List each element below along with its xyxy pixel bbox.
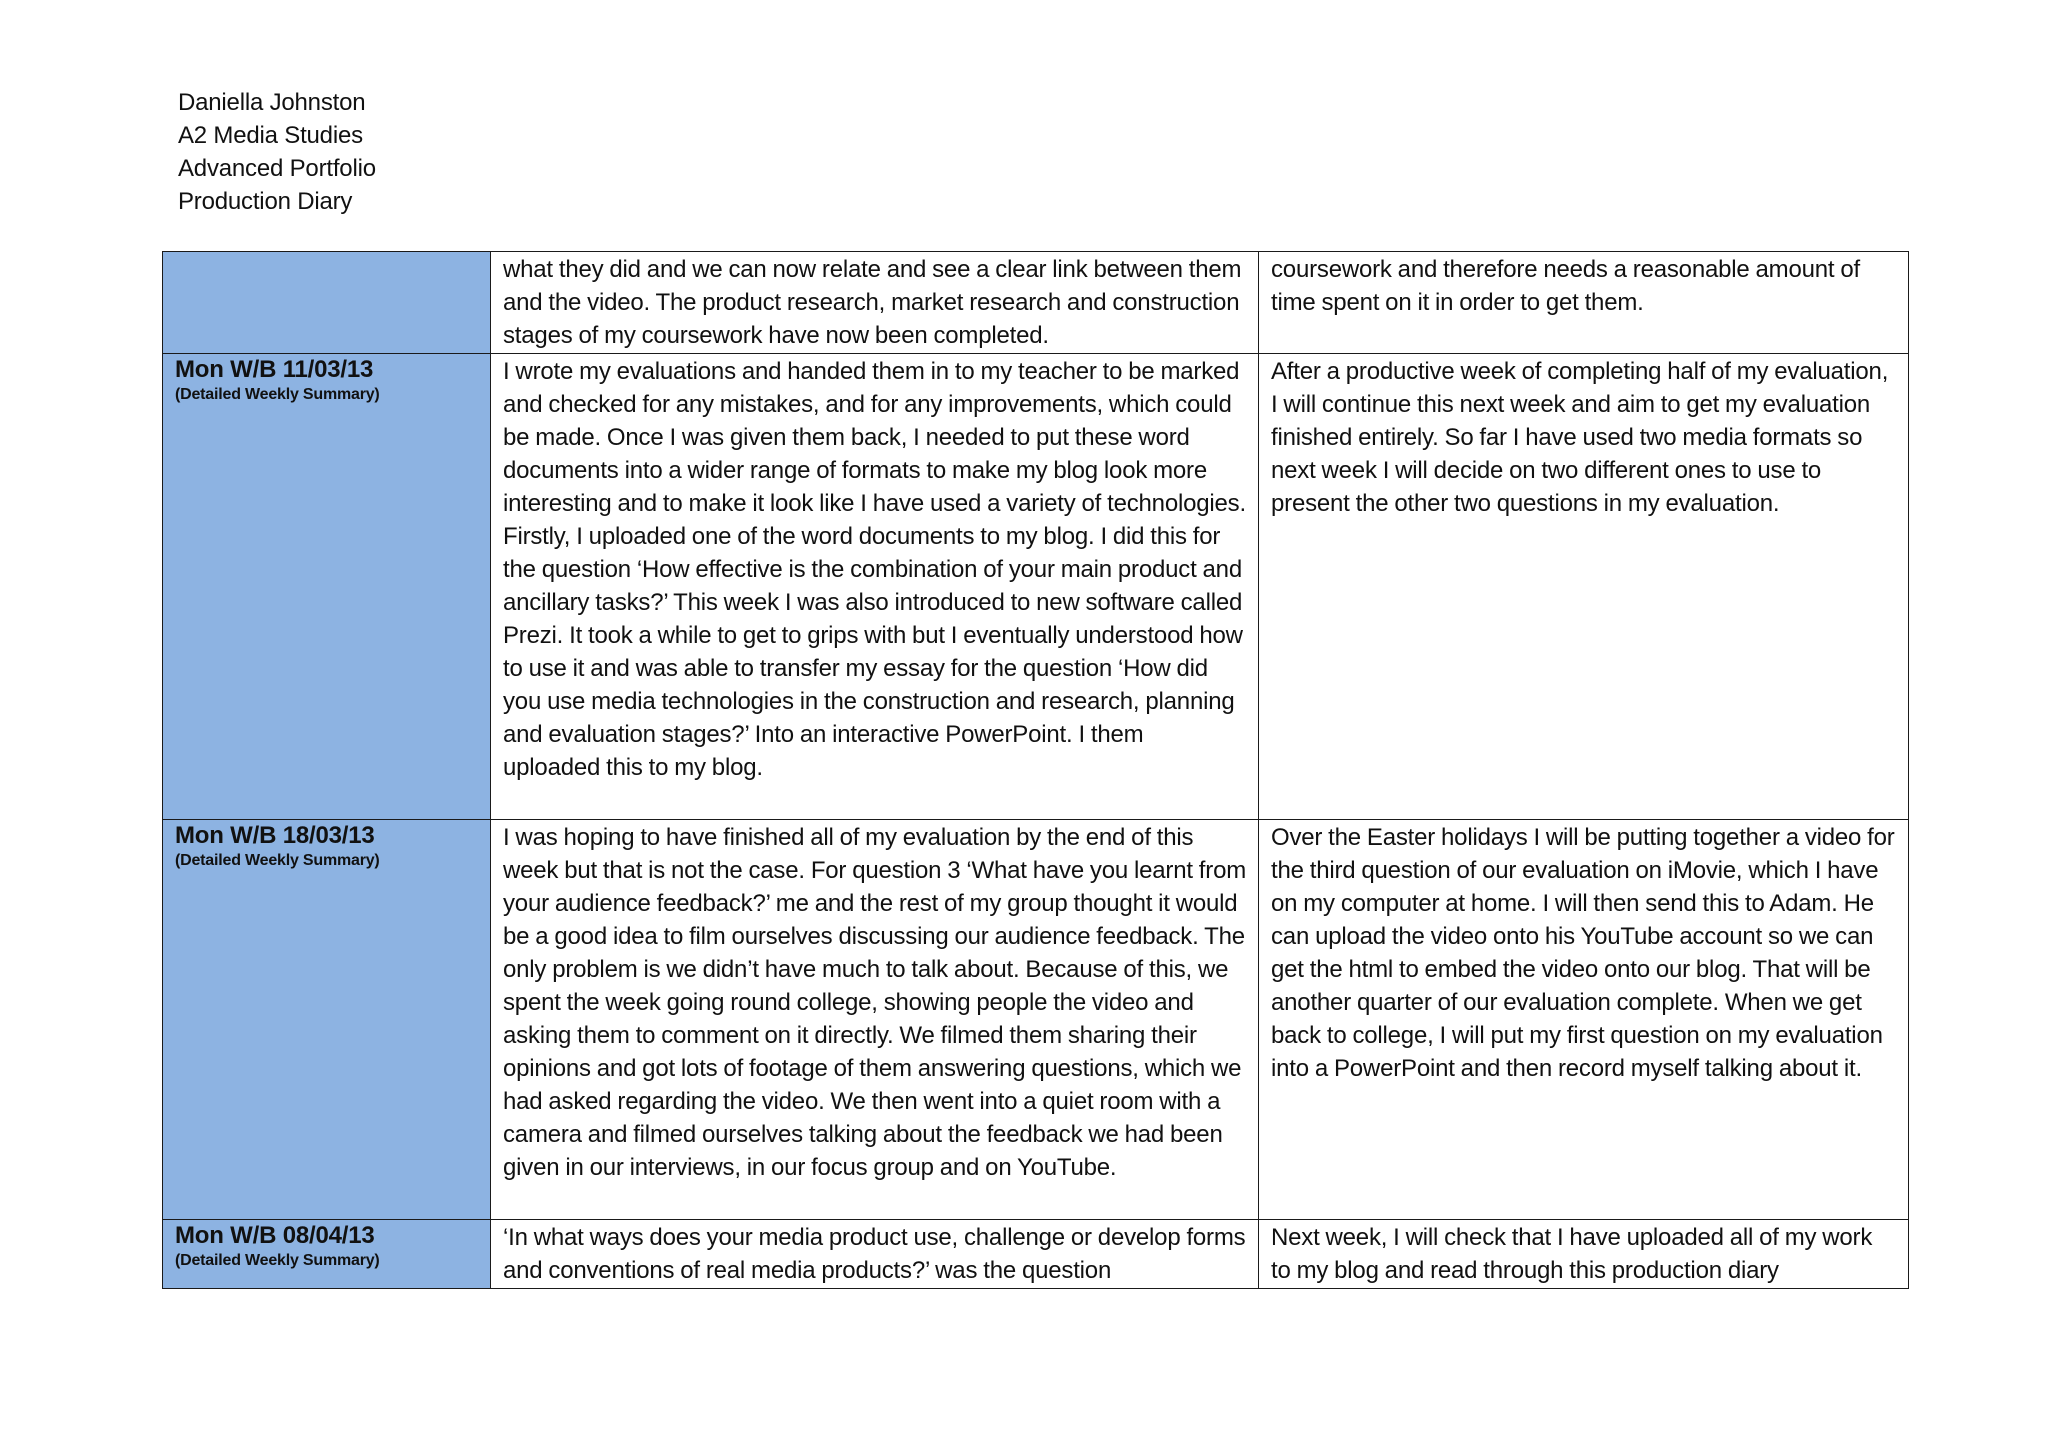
table-row bbox=[163, 820, 1909, 1220]
work-done-text: what they did and we can now relate and see a clear link between them and the video. The product research, market research and construction stages of my coursework have now been completed. bbox=[503, 256, 1242, 349]
author-name: Daniella Johnston bbox=[178, 89, 366, 116]
document-title: Production Diary bbox=[178, 188, 353, 215]
table-row bbox=[163, 252, 1909, 354]
table-row bbox=[163, 354, 1909, 820]
next-steps-cell bbox=[1259, 354, 1909, 820]
next-steps-text: Over the Easter holidays I will be putting together a video for the third question of our evaluation on iMovie, which I have on my computer at home. I will then send this to Adam. He can upload the video onto his YouTube account so we can get the html to embed the video onto our blog. That will be another quarter of our evaluation complete. When we get back to college, I will put my first question on my evaluation into a PowerPoint and then record myself talking about it. bbox=[1271, 824, 1895, 1082]
next-steps-text: coursework and therefore needs a reasonable amount of time spent on it in order to get them. bbox=[1271, 256, 1860, 316]
work-done-cell bbox=[491, 252, 1259, 354]
unit-title: Advanced Portfolio bbox=[178, 155, 376, 182]
week-summary-label: (Detailed Weekly Summary) bbox=[175, 852, 380, 869]
next-steps-text: After a productive week of completing half of my evaluation, I will continue this next week and aim to get my evaluation finished entirely. So far I have used two media formats so next week I will decide on two different ones to use to present the other two questions in my evaluation. bbox=[1271, 358, 1889, 517]
course-title: A2 Media Studies bbox=[178, 122, 363, 149]
week-cell bbox=[163, 354, 491, 820]
next-steps-cell bbox=[1259, 820, 1909, 1220]
work-done-cell bbox=[491, 1220, 1259, 1289]
week-summary-label: (Detailed Weekly Summary) bbox=[175, 1252, 380, 1269]
week-label: Mon W/B 08/04/13 bbox=[175, 1222, 375, 1249]
next-steps-text: Next week, I will check that I have uploaded all of my work to my blog and read through this production diary bbox=[1271, 1224, 1873, 1284]
week-label: Mon W/B 18/03/13 bbox=[175, 822, 375, 849]
week-label: Mon W/B 11/03/13 bbox=[175, 356, 374, 383]
work-done-cell bbox=[491, 820, 1259, 1220]
production-diary-table bbox=[162, 251, 1909, 1289]
table-row bbox=[163, 1220, 1909, 1289]
work-done-text: ‘In what ways does your media product use, challenge or develop forms and conventions of real media products?’ was the question bbox=[503, 1224, 1246, 1284]
week-cell bbox=[163, 252, 491, 354]
work-done-cell bbox=[491, 354, 1259, 820]
week-cell bbox=[163, 820, 491, 1220]
week-summary-label: (Detailed Weekly Summary) bbox=[175, 386, 380, 403]
week-cell bbox=[163, 1220, 491, 1289]
document-header bbox=[178, 86, 376, 218]
work-done-text: I wrote my evaluations and handed them in to my teacher to be marked and checked for any mistakes, and for any improvements, which could be made. Once I was given them back, I needed to put these word documents into a wider range of formats to make my blog look more interesting and to make it look like I have used a variety of technologies. Firstly, I uploaded one of the word documents to my blog. I did this for the question ‘How effective is the combination of your main product and ancillary tasks?’ This week I was also introduced to new software called Prezi. It took a while to get to grips with but I eventually understood how to use it and was able to transfer my essay for the question ‘How did you use media technologies in the construction and research, planning and evaluation stages?’ Into an interactive PowerPoint. I them uploaded this to my blog. bbox=[503, 358, 1246, 781]
work-done-text: I was hoping to have finished all of my evaluation by the end of this week but that is not the case. For question 3 ‘What have you learnt from your audience feedback?’ me and the rest of my group thought it would be a good idea to film ourselves discussing our audience feedback. The only problem is we didn’t have much to talk about. Because of this, we spent the week going round college, showing people the video and asking them to comment on it directly. We filmed them sharing their opinions and got lots of footage of them answering questions, which we had asked regarding the video. We then went into a quiet room with a camera and filmed ourselves talking about the feedback we had been given in our interviews, in our focus group and on YouTube. bbox=[503, 824, 1247, 1181]
next-steps-cell bbox=[1259, 1220, 1909, 1289]
next-steps-cell bbox=[1259, 252, 1909, 354]
